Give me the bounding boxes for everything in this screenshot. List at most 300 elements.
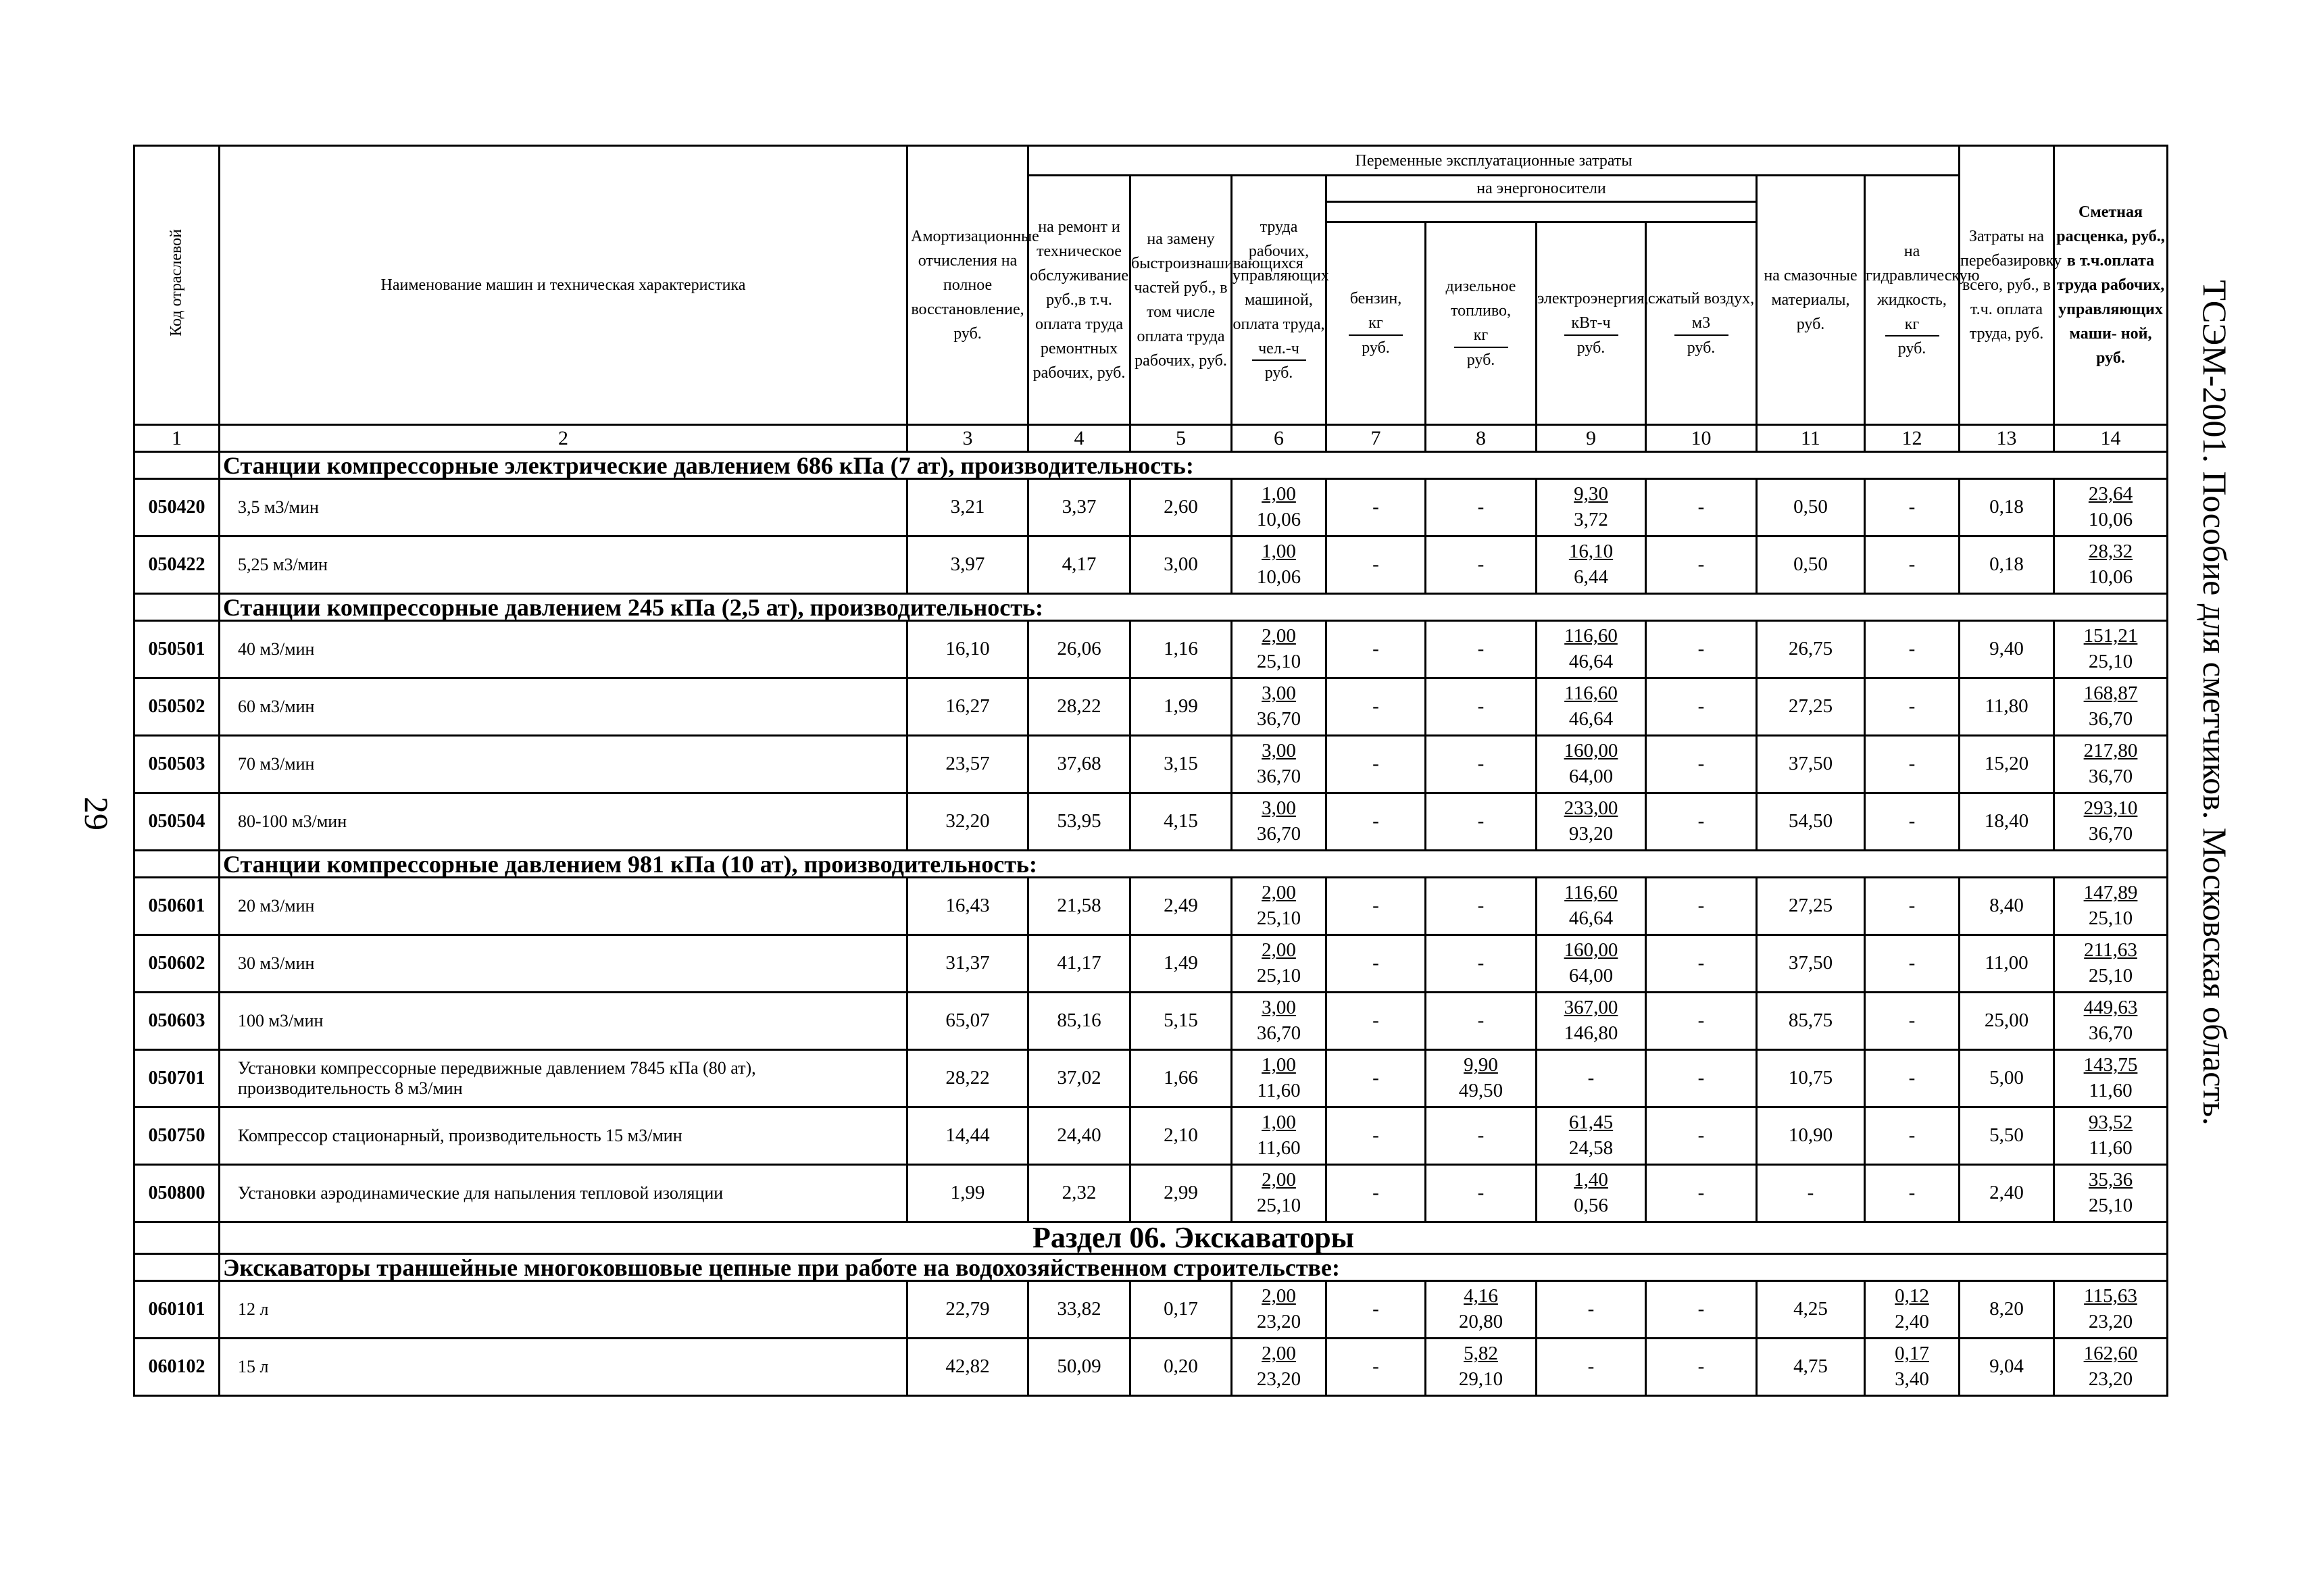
cell-replace: 0,20 (1130, 1339, 1232, 1396)
value-bottom: 36,70 (1256, 823, 1301, 845)
value-top: 116,60 (1564, 882, 1618, 904)
cell-hydro: - (1865, 621, 1960, 678)
value-bottom: 25,10 (1256, 965, 1301, 987)
cell-lube: 0,50 (1757, 479, 1865, 537)
cell-relocation: 18,40 (1960, 793, 2054, 851)
value-top: 367,00 (1564, 997, 1618, 1019)
cell-code: 050701 (134, 1050, 220, 1107)
cell-code: 050501 (134, 621, 220, 678)
cell-relocation: 5,50 (1960, 1107, 2054, 1165)
value-top: 211,63 (2084, 939, 2137, 962)
table-row (134, 1050, 2168, 1107)
cell-hydro: - (1865, 1107, 1960, 1165)
value-bottom: 23,20 (2088, 1368, 2133, 1390)
column-number-5: 5 (1130, 425, 1232, 452)
cell-repair: 2,32 (1028, 1165, 1130, 1222)
cell-lube: 4,75 (1757, 1339, 1865, 1396)
value-bottom: 36,70 (1256, 1022, 1301, 1044)
cell-name: 3,5 м3/мин (220, 479, 907, 537)
header-labor: труда рабочих, управляющих машиной, оплата труда, чел.-ч руб. (1232, 176, 1326, 425)
cell-labor (1232, 537, 1326, 594)
cell-code: 050602 (134, 935, 220, 993)
cell-electric (1537, 537, 1646, 594)
value-top: 2,00 (1262, 1169, 1296, 1191)
cell-code: 050502 (134, 678, 220, 736)
value-top: 143,75 (2083, 1054, 2138, 1076)
cell-rate (2054, 1281, 2168, 1339)
table-row (134, 1339, 2168, 1396)
value-bottom: 36,70 (2088, 708, 2133, 730)
cell-diesel: - (1426, 678, 1537, 736)
cell-code: 050503 (134, 736, 220, 793)
value-bottom: 10,06 (1256, 566, 1301, 588)
cell-air: - (1646, 878, 1757, 935)
cell-relocation: 25,00 (1960, 993, 2054, 1050)
cell-amort: 16,10 (907, 621, 1028, 678)
cell-petrol: - (1326, 935, 1426, 993)
value-top: 16,10 (1568, 541, 1614, 563)
cell-name: 5,25 м3/мин (220, 537, 907, 594)
value-bottom: 3,40 (1895, 1368, 1929, 1390)
cell-name: 15 л (220, 1339, 907, 1396)
cell-air: - (1646, 793, 1757, 851)
cell-amort: 3,21 (907, 479, 1028, 537)
cell-rate (2054, 736, 2168, 793)
cell-replace: 1,99 (1130, 678, 1232, 736)
cell-replace: 2,49 (1130, 878, 1232, 935)
cell-relocation: 5,00 (1960, 1050, 2054, 1107)
cell-replace: 2,10 (1130, 1107, 1232, 1165)
cell-lube: 0,50 (1757, 537, 1865, 594)
value-top: 115,63 (2084, 1285, 2137, 1307)
column-number-11: 11 (1757, 425, 1865, 452)
cell-diesel: - (1426, 793, 1537, 851)
cell-petrol: - (1326, 1050, 1426, 1107)
value-top: 3,00 (1262, 797, 1296, 820)
header-energy: на энергоносители (1326, 176, 1757, 202)
cell-code: 050601 (134, 878, 220, 935)
cell-code: 050504 (134, 793, 220, 851)
group-heading-row (134, 594, 2168, 621)
page-number: 29 (78, 797, 116, 830)
value-bottom: 0,56 (1574, 1195, 1608, 1216)
cell-air: - (1646, 736, 1757, 793)
cell-amort: 22,79 (907, 1281, 1028, 1339)
value-top: 293,10 (2083, 797, 2138, 820)
header-electric: электроэнергия, кВт-ч руб. (1537, 222, 1646, 425)
value-top: 151,21 (2083, 625, 2138, 647)
cell-code: 050603 (134, 993, 220, 1050)
value-top: 2,00 (1262, 939, 1296, 962)
cell-petrol: - (1326, 1165, 1426, 1222)
value-bottom: 46,64 (1568, 907, 1614, 929)
cell-diesel: - (1426, 1165, 1537, 1222)
cell-replace: 1,66 (1130, 1050, 1232, 1107)
value-top: 3,00 (1262, 997, 1296, 1019)
cell-hydro: - (1865, 1050, 1960, 1107)
cell-relocation: 8,40 (1960, 878, 2054, 935)
value-top: 2,00 (1262, 882, 1296, 904)
cell-repair: 21,58 (1028, 878, 1130, 935)
value-top: 1,00 (1262, 483, 1296, 505)
cell-amort: 3,97 (907, 537, 1028, 594)
value-bottom: 6,44 (1574, 566, 1608, 588)
group-title: Станции компрессорные электрические давлением 686 кПа (7 ат), производительность: (220, 452, 2168, 479)
cell-name: 60 м3/мин (220, 678, 907, 736)
cell-diesel: - (1426, 993, 1537, 1050)
cell-repair: 37,02 (1028, 1050, 1130, 1107)
value-top: 28,32 (2088, 541, 2133, 563)
header-replace: на замену быстроизнашивающихся частей руб., в том числе оплата труда рабочих, руб. (1130, 176, 1232, 425)
cell-rate (2054, 479, 2168, 537)
group-title: Станции компрессорные давлением 245 кПа (2,5 ат), производительность: (220, 594, 2168, 621)
cell-diesel: - (1426, 621, 1537, 678)
cell-lube: 54,50 (1757, 793, 1865, 851)
cell-repair: 33,82 (1028, 1281, 1130, 1339)
cell-name: 70 м3/мин (220, 736, 907, 793)
cell-electric (1537, 1107, 1646, 1165)
value-top: 162,60 (2083, 1343, 2138, 1365)
cell-amort: 16,27 (907, 678, 1028, 736)
header-name: Наименование машин и техническая характеристика (220, 146, 907, 425)
cell-name: Компрессор стационарный, производительность 15 м3/мин (220, 1107, 907, 1165)
header-repair: на ремонт и техническое обслуживание руб.,в т.ч. оплата труда ремонтных рабочих, руб. (1028, 176, 1130, 425)
cell-petrol: - (1326, 1281, 1426, 1339)
cell-rate (2054, 1107, 2168, 1165)
cell-name: Установки компрессорные передвижные давлением 7845 кПа (80 ат), производительность 8 м3/мин (220, 1050, 907, 1107)
cell-air: - (1646, 1050, 1757, 1107)
header-hydro: на гидравлическую жидкость, кг руб. (1865, 176, 1960, 425)
cell-relocation: 15,20 (1960, 736, 2054, 793)
value-top: 93,52 (2088, 1112, 2133, 1134)
cell-petrol: - (1326, 479, 1426, 537)
cell-relocation: 11,80 (1960, 678, 2054, 736)
value-bottom: 25,10 (2088, 907, 2133, 929)
table-row (134, 537, 2168, 594)
group-heading-row (134, 851, 2168, 878)
cell-code: 050422 (134, 537, 220, 594)
cell-electric (1537, 736, 1646, 793)
cell-name: 80-100 м3/мин (220, 793, 907, 851)
cell-labor (1232, 678, 1326, 736)
cell-rate (2054, 993, 2168, 1050)
cell-amort: 16,43 (907, 878, 1028, 935)
cell-hydro: - (1865, 878, 1960, 935)
value-bottom: 25,10 (2088, 965, 2133, 987)
cell-diesel: - (1426, 736, 1537, 793)
cell-electric: - (1537, 1339, 1646, 1396)
cell-relocation: 2,40 (1960, 1165, 2054, 1222)
cell-hydro: - (1865, 1165, 1960, 1222)
cell-air: - (1646, 479, 1757, 537)
cell-diesel (1426, 1281, 1537, 1339)
cell-diesel: - (1426, 1107, 1537, 1165)
value-bottom: 49,50 (1458, 1080, 1503, 1101)
cell-labor (1232, 736, 1326, 793)
cell-code: 050750 (134, 1107, 220, 1165)
header-diesel: дизельное топливо, кг руб. (1426, 222, 1537, 425)
column-number-7: 7 (1326, 425, 1426, 452)
column-number-6: 6 (1232, 425, 1326, 452)
cell-name: 12 л (220, 1281, 907, 1339)
cell-hydro: - (1865, 736, 1960, 793)
section-divider-row (134, 1222, 2168, 1254)
cell-petrol: - (1326, 1339, 1426, 1396)
cell-code: 050420 (134, 479, 220, 537)
value-bottom: 146,80 (1564, 1022, 1618, 1044)
value-top: 160,00 (1564, 740, 1618, 762)
value-bottom: 10,06 (2088, 509, 2133, 530)
column-numbers-row (134, 425, 2168, 452)
value-top: 9,90 (1464, 1054, 1498, 1076)
cell-rate (2054, 537, 2168, 594)
cell-relocation: 11,00 (1960, 935, 2054, 993)
cell-hydro: - (1865, 793, 1960, 851)
cell-electric (1537, 678, 1646, 736)
cell-hydro: - (1865, 678, 1960, 736)
cell-electric: - (1537, 1281, 1646, 1339)
value-top: 0,12 (1895, 1285, 1929, 1307)
value-top: 116,60 (1564, 682, 1618, 705)
cell-labor (1232, 935, 1326, 993)
value-top: 3,00 (1262, 682, 1296, 705)
cell-diesel: - (1426, 878, 1537, 935)
value-top: 217,80 (2083, 740, 2138, 762)
value-top: 3,00 (1262, 740, 1296, 762)
empty-code-cell (134, 452, 220, 479)
cell-amort: 23,57 (907, 736, 1028, 793)
value-top: 2,00 (1262, 625, 1296, 647)
column-number-1: 1 (134, 425, 220, 452)
cell-diesel (1426, 1050, 1537, 1107)
cell-amort: 42,82 (907, 1339, 1028, 1396)
value-bottom: 3,72 (1574, 509, 1608, 530)
cell-replace: 2,99 (1130, 1165, 1232, 1222)
value-top: 23,64 (2088, 483, 2133, 505)
cell-lube: 27,25 (1757, 678, 1865, 736)
table-row (134, 621, 2168, 678)
empty-code-cell (134, 1222, 220, 1254)
value-bottom: 46,64 (1568, 708, 1614, 730)
column-number-2: 2 (220, 425, 907, 452)
cell-amort: 28,22 (907, 1050, 1028, 1107)
cell-diesel: - (1426, 935, 1537, 993)
value-top: 1,00 (1262, 1054, 1296, 1076)
value-bottom: 11,60 (2089, 1137, 2133, 1159)
value-bottom: 23,20 (2088, 1311, 2133, 1332)
table-row (134, 479, 2168, 537)
cell-electric (1537, 621, 1646, 678)
cell-air: - (1646, 1281, 1757, 1339)
cell-repair: 37,68 (1028, 736, 1130, 793)
value-bottom: 25,10 (1256, 907, 1301, 929)
cell-hydro (1865, 1281, 1960, 1339)
cell-lube: - (1757, 1165, 1865, 1222)
cell-replace: 2,60 (1130, 479, 1232, 537)
value-top: 5,82 (1464, 1343, 1498, 1365)
value-bottom: 64,00 (1568, 965, 1614, 987)
column-number-14: 14 (2054, 425, 2168, 452)
table-row (134, 1165, 2168, 1222)
cell-petrol: - (1326, 793, 1426, 851)
cell-repair: 4,17 (1028, 537, 1130, 594)
cell-labor (1232, 1165, 1326, 1222)
cell-air: - (1646, 935, 1757, 993)
cell-petrol: - (1326, 736, 1426, 793)
cell-replace: 1,49 (1130, 935, 1232, 993)
cell-labor (1232, 1107, 1326, 1165)
cell-amort: 32,20 (907, 793, 1028, 851)
value-top: 1,00 (1262, 1112, 1296, 1134)
cell-hydro: - (1865, 537, 1960, 594)
header-relocation: Затраты на перебазировку всего, руб., в т.ч. оплата труда, руб. (1960, 146, 2054, 425)
cell-labor (1232, 479, 1326, 537)
cell-electric (1537, 1165, 1646, 1222)
cell-replace: 5,15 (1130, 993, 1232, 1050)
cell-name: 100 м3/мин (220, 993, 907, 1050)
empty-code-cell (134, 1254, 220, 1281)
value-bottom: 36,70 (1256, 708, 1301, 730)
value-bottom: 64,00 (1568, 766, 1614, 787)
group-heading-row (134, 1254, 2168, 1281)
cell-repair: 28,22 (1028, 678, 1130, 736)
value-top: 116,60 (1564, 625, 1618, 647)
cell-replace: 4,15 (1130, 793, 1232, 851)
cell-repair: 85,16 (1028, 993, 1130, 1050)
value-bottom: 11,60 (2089, 1080, 2133, 1101)
cell-petrol: - (1326, 993, 1426, 1050)
cell-rate (2054, 793, 2168, 851)
cell-repair: 24,40 (1028, 1107, 1130, 1165)
cell-code: 060101 (134, 1281, 220, 1339)
value-bottom: 23,20 (1256, 1311, 1301, 1332)
cell-lube: 26,75 (1757, 621, 1865, 678)
cell-labor (1232, 1281, 1326, 1339)
cell-relocation: 8,20 (1960, 1281, 2054, 1339)
cell-rate (2054, 1165, 2168, 1222)
cell-amort: 14,44 (907, 1107, 1028, 1165)
cell-relocation: 0,18 (1960, 537, 2054, 594)
column-number-12: 12 (1865, 425, 1960, 452)
cell-relocation: 9,40 (1960, 621, 2054, 678)
cell-repair: 50,09 (1028, 1339, 1130, 1396)
value-bottom: 2,40 (1895, 1311, 1929, 1332)
header-air: сжатый воздух, м3 руб. (1646, 222, 1757, 425)
value-bottom: 11,60 (1257, 1080, 1301, 1101)
value-top: 160,00 (1564, 939, 1618, 962)
value-top: 0,17 (1895, 1343, 1929, 1365)
cell-repair: 3,37 (1028, 479, 1130, 537)
cell-code: 060102 (134, 1339, 220, 1396)
header-amort: Амортизационные отчисления на полное восстановление, руб. (907, 146, 1028, 425)
table-row (134, 878, 2168, 935)
value-bottom: 93,20 (1568, 823, 1614, 845)
column-number-9: 9 (1537, 425, 1646, 452)
cell-air: - (1646, 621, 1757, 678)
header-variable-costs: Переменные эксплуатационные затраты (1028, 146, 1960, 176)
value-top: 4,16 (1464, 1285, 1498, 1307)
cell-name: Установки аэродинамические для напыления тепловой изоляции (220, 1165, 907, 1222)
cell-air: - (1646, 993, 1757, 1050)
value-top: 9,30 (1574, 483, 1608, 505)
column-number-13: 13 (1960, 425, 2054, 452)
cell-replace: 0,17 (1130, 1281, 1232, 1339)
value-bottom: 10,06 (2088, 566, 2133, 588)
column-number-10: 10 (1646, 425, 1757, 452)
header-code: Код отраслевой (134, 146, 220, 425)
group-title: Экскаваторы траншейные многоковшовые цепные при работе на водохозяйственном строительстве: (220, 1254, 2168, 1281)
cell-repair: 26,06 (1028, 621, 1130, 678)
value-top: 233,00 (1564, 797, 1618, 820)
cell-air: - (1646, 537, 1757, 594)
cell-lube: 85,75 (1757, 993, 1865, 1050)
value-bottom: 36,70 (2088, 1022, 2133, 1044)
cell-air: - (1646, 1339, 1757, 1396)
value-top: 168,87 (2083, 682, 2138, 705)
cell-electric: - (1537, 1050, 1646, 1107)
cell-labor (1232, 1339, 1326, 1396)
cell-lube: 4,25 (1757, 1281, 1865, 1339)
value-top: 61,45 (1568, 1112, 1614, 1134)
value-top: 1,00 (1262, 541, 1296, 563)
section-title: Раздел 06. Экскаваторы (220, 1222, 2168, 1254)
cell-diesel: - (1426, 479, 1537, 537)
cell-petrol: - (1326, 621, 1426, 678)
table-row (134, 993, 2168, 1050)
cell-lube: 37,50 (1757, 935, 1865, 993)
cell-lube: 10,90 (1757, 1107, 1865, 1165)
value-top: 1,40 (1574, 1169, 1608, 1191)
value-bottom: 29,10 (1458, 1368, 1503, 1390)
cell-air: - (1646, 1107, 1757, 1165)
group-heading-row (134, 452, 2168, 479)
cell-amort: 31,37 (907, 935, 1028, 993)
header-petrol: бензин, кг руб. (1326, 222, 1426, 425)
empty-code-cell (134, 594, 220, 621)
table-row (134, 678, 2168, 736)
value-bottom: 10,06 (1256, 509, 1301, 530)
table-row (134, 736, 2168, 793)
header-lube: на смазочные материалы, руб. (1757, 176, 1865, 425)
cell-electric (1537, 935, 1646, 993)
cell-replace: 1,16 (1130, 621, 1232, 678)
cell-petrol: - (1326, 678, 1426, 736)
column-number-8: 8 (1426, 425, 1537, 452)
cell-electric (1537, 479, 1646, 537)
group-title: Станции компрессорные давлением 981 кПа (10 ат), производительность: (220, 851, 2168, 878)
value-bottom: 11,60 (1257, 1137, 1301, 1159)
cell-diesel: - (1426, 537, 1537, 594)
header-rate: Сметная расценка, руб., в т.ч.оплата труда рабочих, управляющих маши- ной, руб. (2054, 146, 2168, 425)
value-bottom: 25,10 (2088, 1195, 2133, 1216)
cell-replace: 3,15 (1130, 736, 1232, 793)
cell-petrol: - (1326, 1107, 1426, 1165)
value-top: 2,00 (1262, 1343, 1296, 1365)
cell-rate (2054, 935, 2168, 993)
cell-hydro: - (1865, 993, 1960, 1050)
cell-hydro: - (1865, 935, 1960, 993)
value-bottom: 36,70 (1256, 766, 1301, 787)
cell-relocation: 0,18 (1960, 479, 2054, 537)
cell-name: 20 м3/мин (220, 878, 907, 935)
cell-repair: 41,17 (1028, 935, 1130, 993)
value-bottom: 20,80 (1458, 1311, 1503, 1332)
cell-diesel (1426, 1339, 1537, 1396)
cell-rate (2054, 1339, 2168, 1396)
value-bottom: 25,10 (1256, 1195, 1301, 1216)
table-row (134, 793, 2168, 851)
cell-amort: 65,07 (907, 993, 1028, 1050)
